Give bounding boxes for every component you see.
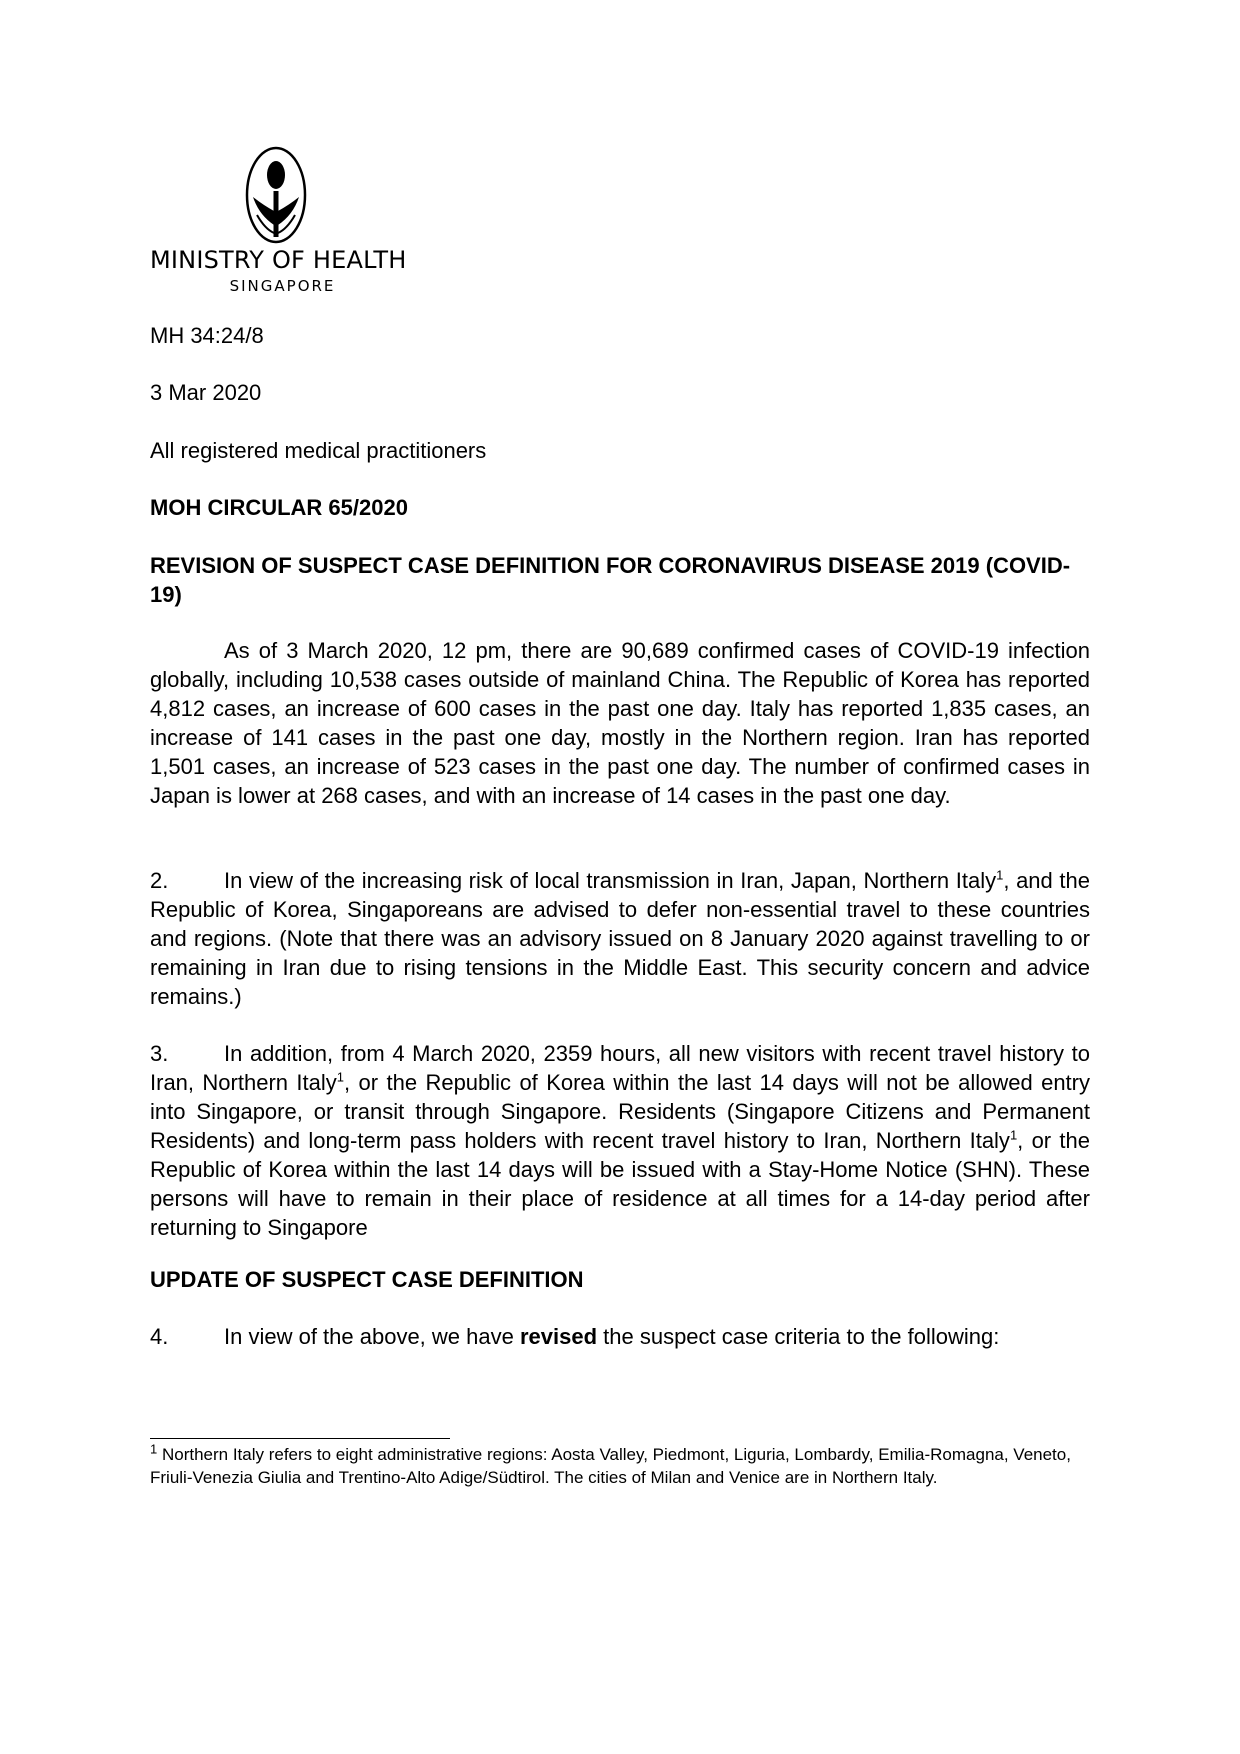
circular-date: 3 Mar 2020 (150, 380, 262, 405)
reference-number: MH 34:24/8 (150, 323, 264, 348)
paragraph-2: 2. In view of the increasing risk of local transmission in Iran, Japan, Northern Italy$^1$, and the Republic of Korea, Singaporeans are advised to defer non-essential travel to these countries and regions. (Note that there was an advisory issued on 8 January 2020 against travelling to or remaining in Iran due to rising tensions in the Middle East. This security concern and advice remains.) (150, 867, 1090, 1009)
paragraph-number: 3. (150, 1041, 169, 1066)
paragraph-1: As of 3 March 2020, 12 pm, there are 90,689 confirmed cases of COVID-19 infection globally, including 10,538 cases outside of mainland China. The Republic of Korea has reported 4,812 cases, an increase of 600 cases in the past one day. Italy has reported 1,835 cases, an increase of 141 cases in the past one day, mostly in the Northern region. Iran has reported 1,501 cases, an increase of 523 cases in the past one day. The number of confirmed cases in Japan is lower at 268 cases, and with an increase of 14 cases in the past one day. (150, 638, 1090, 808)
circular-title: MOH CIRCULAR 65/2020 (150, 495, 408, 520)
footnote-marker: 1 (150, 1441, 158, 1457)
footnote-divider (150, 1438, 450, 1439)
footnote-ref: 1 (336, 1069, 344, 1085)
section-heading: UPDATE OF SUSPECT CASE DEFINITION (150, 1267, 584, 1292)
ministry-country: SINGAPORE (229, 277, 336, 295)
emphasis-revised: revised (519, 1324, 598, 1349)
footnote-text: Northern Italy refers to eight administrative regions: Aosta Valley, Piedmont, Liguria, Lombardy, Emilia-Romagna, Veneto, Friuli-Venezia Giulia and Trentino-Alto Adige/Südtirol. The cities of Milan and Venice are in Northern Italy. (150, 1445, 1071, 1487)
footnote-ref: 1 (1009, 1127, 1018, 1143)
footnote (150, 1443, 1090, 1489)
paragraph-3: 3. In addition, from 4 March 2020, 2359 hours, all new visitors with recent travel history to Iran, Northern Italy$^1$, or the Republic of Korea within the last 14 days will not be allowed entry into Singapore, or transit through Singapore. Residents (Singapore Citizens and Permanent Residents) and long-term pass holders with recent travel history to Iran, Northern Italy$^1$, or the Republic of Korea within the last 14 days will be issued with a Stay-Home Notice (SHN). These persons will have to remain in their place of residence at all times for a 14-day period after returning to Singapore (150, 1041, 1090, 1240)
paragraph-4: 4. In view of the above, we have revised the suspect case criteria to the following: (150, 1324, 1000, 1349)
subject-heading: REVISION OF SUSPECT CASE DEFINITION FOR CORONAVIRUS DISEASE 2019 (COVID-19) (150, 553, 1071, 607)
footnote-ref: 1 (996, 867, 1004, 883)
paragraph-number: 4. (150, 1324, 169, 1349)
paragraph-number: 2. (150, 868, 169, 893)
addressee: All registered medical practitioners (150, 438, 487, 463)
moh-emblem-icon (245, 145, 307, 245)
ministry-name: MINISTRY OF HEALTH (150, 246, 407, 274)
